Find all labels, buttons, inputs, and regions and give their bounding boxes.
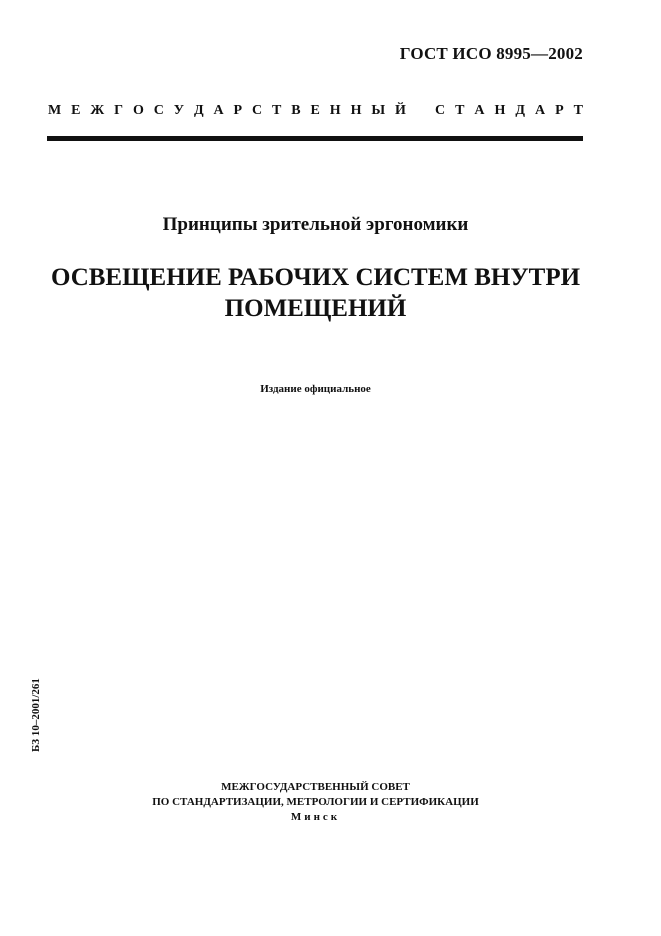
header-letter: Ж <box>90 103 105 118</box>
title-line-2: ПОМЕЩЕНИЙ <box>224 295 407 322</box>
header-letter: А <box>474 103 485 118</box>
document-title <box>0 262 631 324</box>
header-letter: А <box>534 103 546 118</box>
header-letter: Т <box>455 103 465 118</box>
publisher-block <box>0 780 631 825</box>
header-letter: Е <box>310 103 320 118</box>
header-letter: О <box>132 103 144 118</box>
header-letter: Д <box>515 103 525 118</box>
header-letter: Т <box>272 103 282 118</box>
publisher-city: Минск <box>290 811 341 823</box>
standard-type-word-standard <box>435 103 583 119</box>
header-letter: Н <box>350 103 362 118</box>
header-letter: Р <box>555 103 564 118</box>
publisher-line-1: МЕЖГОСУДАРСТВЕННЫЙ СОВЕТ <box>221 781 410 793</box>
header-letter: Г <box>114 103 124 118</box>
standard-type-word-interstate <box>48 103 406 119</box>
header-letter: Ы <box>371 103 386 118</box>
document-code: ГОСТ ИСО 8995—2002 <box>399 44 583 63</box>
header-letter: А <box>213 103 224 118</box>
publisher-line-2: ПО СТАНДАРТИЗАЦИИ, МЕТРОЛОГИИ И СЕРТИФИКАЦИИ <box>152 796 479 808</box>
header-rule <box>47 136 583 141</box>
header-letter: Й <box>395 103 406 118</box>
header-letter: В <box>291 103 301 118</box>
document-subtitle: Принципы зрительной эргономики <box>162 214 469 235</box>
header-letter: Н <box>494 103 506 118</box>
header-letter: С <box>435 103 446 118</box>
title-line-1: ОСВЕЩЕНИЕ РАБОЧИХ СИСТЕМ ВНУТРИ <box>50 264 581 291</box>
header-letter: Т <box>573 103 583 118</box>
header-letter: Р <box>233 103 243 118</box>
standard-type-header <box>48 103 583 119</box>
header-letter: С <box>153 103 164 118</box>
header-letter: У <box>173 103 185 118</box>
header-letter: М <box>48 103 62 118</box>
header-letter: Е <box>71 103 81 118</box>
header-letter: Д <box>193 103 204 118</box>
header-letter: С <box>252 103 263 118</box>
header-letter: Н <box>329 103 341 118</box>
edition-note: Издание официальное <box>260 383 371 395</box>
side-registry-code: БЗ 10–2001/261 <box>30 678 42 752</box>
